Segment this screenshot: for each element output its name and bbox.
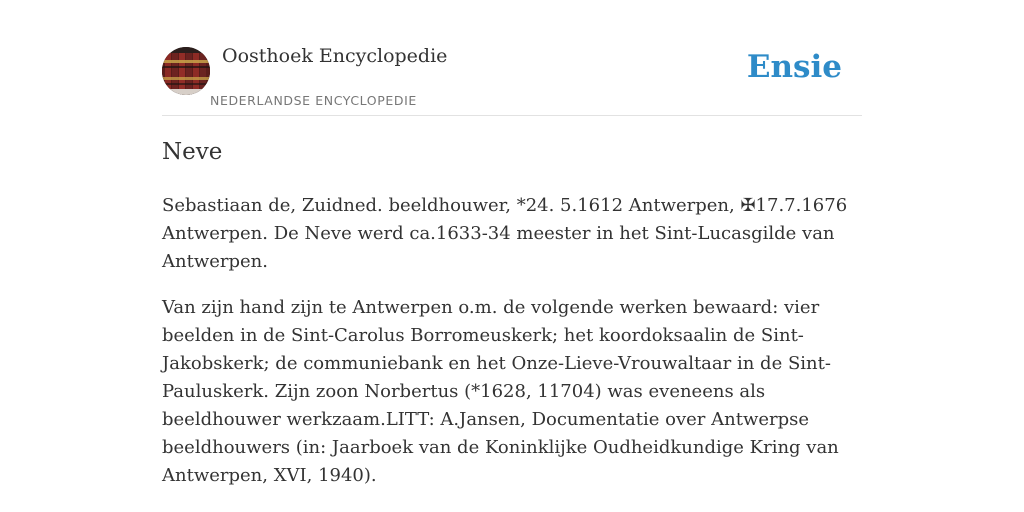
entry-paragraph: Sebastiaan de, Zuidned. beeldhouwer, *24. 5.1612 Antwerpen, ✠17.7.1676 Antwerpen. De Neve werd ca.1633-34 meester in het Sint-Lucasgilde van Antwerpen. xyxy=(162,195,848,272)
encyclopedia-books-icon[interactable] xyxy=(162,47,210,95)
entry-title: Neve xyxy=(162,139,223,165)
header xyxy=(162,40,862,116)
entry-body xyxy=(162,192,862,508)
entry-paragraph: Van zijn hand zijn te Antwerpen o.m. de volgende werken bewaard: vier beelden in de Sint-Carolus Borromeuskerk; het koordoksaalin de Sint-Jakobskerk; de communiebank en het Onze-Lieve-Vrouwaltaar in de Sint-Pauluskerk. Zijn zoon Norbertus (*1628, 11704) was eveneens als beeldhouwer werkzaam.LITT: A.Jansen, Documentatie over Antwerpse beeldhouwers (in: Jaarboek van de Koninklijke Oudheidkundige Kring van Antwerpen, XVI, 1940). xyxy=(162,297,839,486)
site-subtitle: NEDERLANDSE ENCYCLOPEDIE xyxy=(210,93,417,108)
site-title[interactable]: Oosthoek Encyclopedie xyxy=(222,45,448,67)
brand-logo[interactable]: Ensie xyxy=(746,49,842,85)
